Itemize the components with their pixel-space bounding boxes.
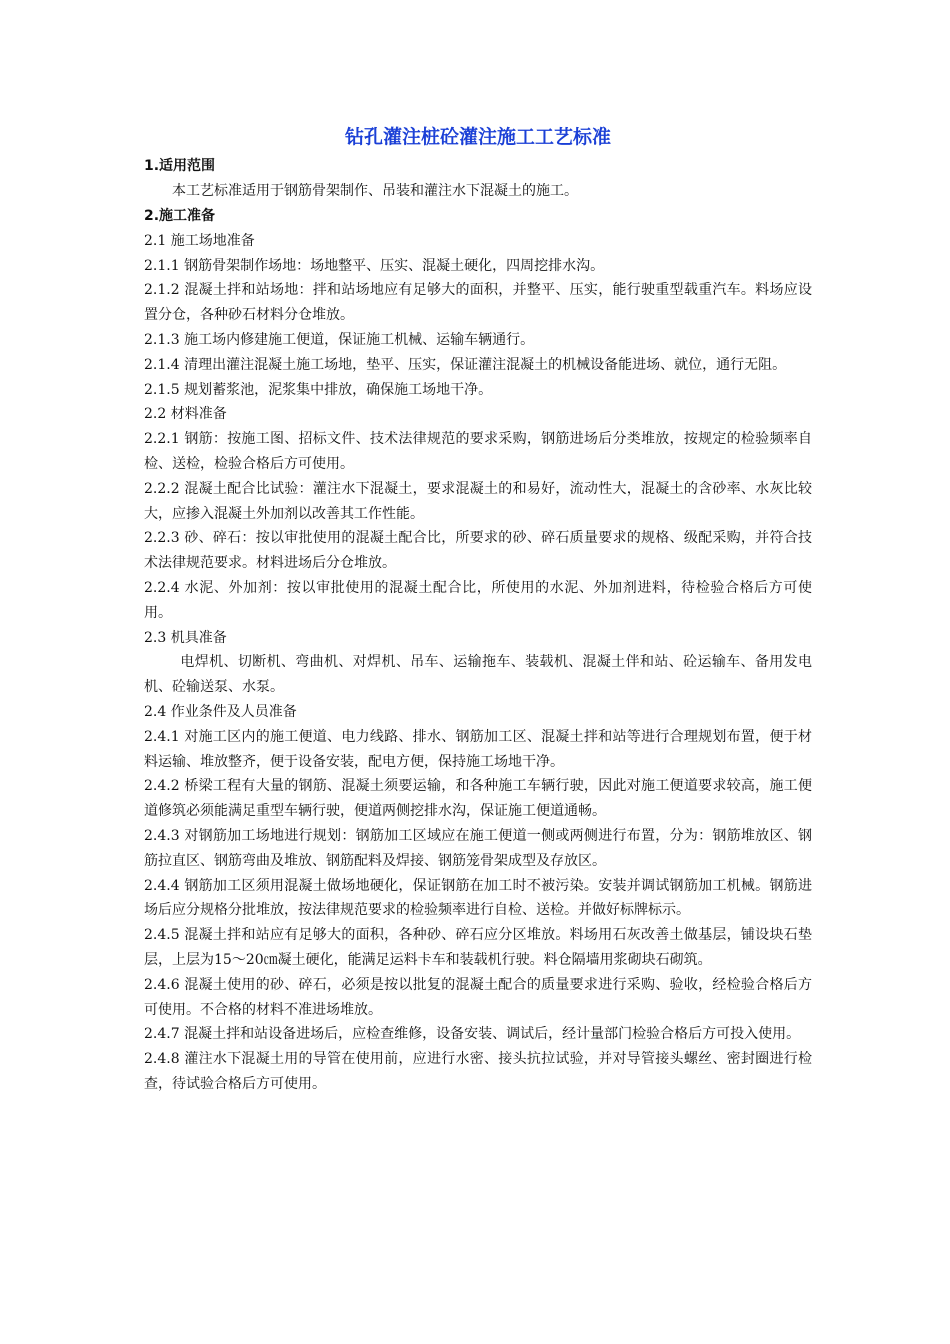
- paragraph: 2.4.1 对施工区内的施工便道、电力线路、排水、钢筋加工区、混凝土拌和站等进行合理规划布置，便于材料运输、堆放整齐，便于设备安装，配电方便，保持施工场地干净。: [144, 728, 812, 770]
- paragraph: 2.1.5 规划蓄浆池，泥浆集中排放，确保施工场地干净。: [144, 381, 493, 398]
- paragraph: 2.2.2 混凝土配合比试验：灌注水下混凝土，要求混凝土的和易好，流动性大，混凝土的含砂率、水灰比较大，应掺入混凝土外加剂以改善其工作性能。: [144, 480, 812, 522]
- paragraph: 2.4.2 桥梁工程有大量的钢筋、混凝土须要运输，和各种施工车辆行驶，因此对施工便道要求较高，施工便道修筑必须能满足重型车辆行驶，便道两侧挖排水沟，保证施工便道通畅。: [144, 778, 812, 820]
- paragraph: 2.1.2 混凝土拌和站场地：拌和站场地应有足够大的面积，并整平、压实，能行驶重型载重汽车。料场应设置分仓，各种砂石材料分仓堆放。: [144, 282, 812, 324]
- paragraph: 2.4.7 混凝土拌和站设备进场后，应检查维修，设备安装、调试后，经计量部门检验合格后方可投入使用。: [144, 1026, 801, 1043]
- document-body: [144, 154, 812, 1097]
- paragraph: 2.1.3 施工场内修建施工便道，保证施工机械、运输车辆通行。: [144, 331, 535, 348]
- paragraph: 本工艺标准适用于钢筋骨架制作、吊装和灌注水下混凝土的施工。: [172, 183, 578, 199]
- paragraph: 2.2 材料准备: [144, 406, 227, 423]
- paragraph: 2.1 施工场地准备: [144, 232, 255, 249]
- paragraph: 2.2.4 水泥、外加剂：按以审批使用的混凝土配合比，所使用的水泥、外加剂进料，待检验合格后方可使用。: [144, 579, 812, 621]
- paragraph: 2.4.3 对钢筋加工场地进行规划：钢筋加工区域应在施工便道一侧或两侧进行布置，分为：钢筋堆放区、钢筋拉直区、钢筋弯曲及堆放、钢筋配料及焊接、钢筋笼骨架成型及存放区。: [144, 827, 812, 869]
- paragraph: 2.2.3 砂、碎石：按以审批使用的混凝土配合比，所要求的砂、碎石质量要求的规格、级配采购，并符合技术法律规范要求。材料进场后分仓堆放。: [144, 530, 812, 572]
- paragraph: 2.4.4 钢筋加工区须用混凝土做场地硬化，保证钢筋在加工时不被污染。安装并调试钢筋加工机械。钢筋进场后应分规格分批堆放，按法律规范要求的检验频率进行自检、送检。并做好标牌标示。: [144, 877, 812, 919]
- paragraph: 2.4.6 混凝土使用的砂、碎石，必须是按以批复的混凝土配合的质量要求进行采购、验收，经检验合格后方可使用。不合格的材料不准进场堆放。: [144, 976, 812, 1018]
- document-page: [144, 120, 812, 1097]
- paragraph: 2.3 机具准备: [144, 629, 227, 646]
- section-heading: 2.施工准备: [144, 207, 216, 224]
- section-heading: 1.适用范围: [144, 158, 216, 174]
- paragraph: 2.4 作业条件及人员准备: [144, 703, 297, 720]
- document-title: 钻孔灌注桩砼灌注施工工艺标准: [344, 126, 611, 148]
- paragraph: 2.4.8 灌注水下混凝土用的导管在使用前，应进行水密、接头抗拉试验，并对导管接头螺丝、密封圈进行检查，待试验合格后方可使用。: [144, 1051, 812, 1092]
- paragraph: 2.1.4 清理出灌注混凝土施工场地，垫平、压实，保证灌注混凝土的机械设备能进场、就位，通行无阻。: [144, 356, 787, 373]
- paragraph: 2.1.1 钢筋骨架制作场地：场地整平、压实、混凝土硬化，四周挖排水沟。: [144, 257, 605, 274]
- paragraph: 2.2.1 钢筋：按施工图、招标文件、技术法律规范的要求采购，钢筋进场后分类堆放，按规定的检验频率自检、送检，检验合格后方可使用。: [144, 431, 812, 472]
- paragraph: 2.4.5 混凝土拌和站应有足够大的面积，各种砂、碎石应分区堆放。料场用石灰改善土做基层，铺设块石垫层，上层为15～20㎝凝土硬化，能满足运料卡车和装载机行驶。料仓隔墙用浆砌块石砌筑。: [144, 927, 812, 968]
- paragraph: 电焊机、切断机、弯曲机、对焊机、吊车、运输拖车、装载机、混凝土伴和站、砼运输车、备用发电机、砼输送泵、水泵。: [144, 654, 812, 696]
